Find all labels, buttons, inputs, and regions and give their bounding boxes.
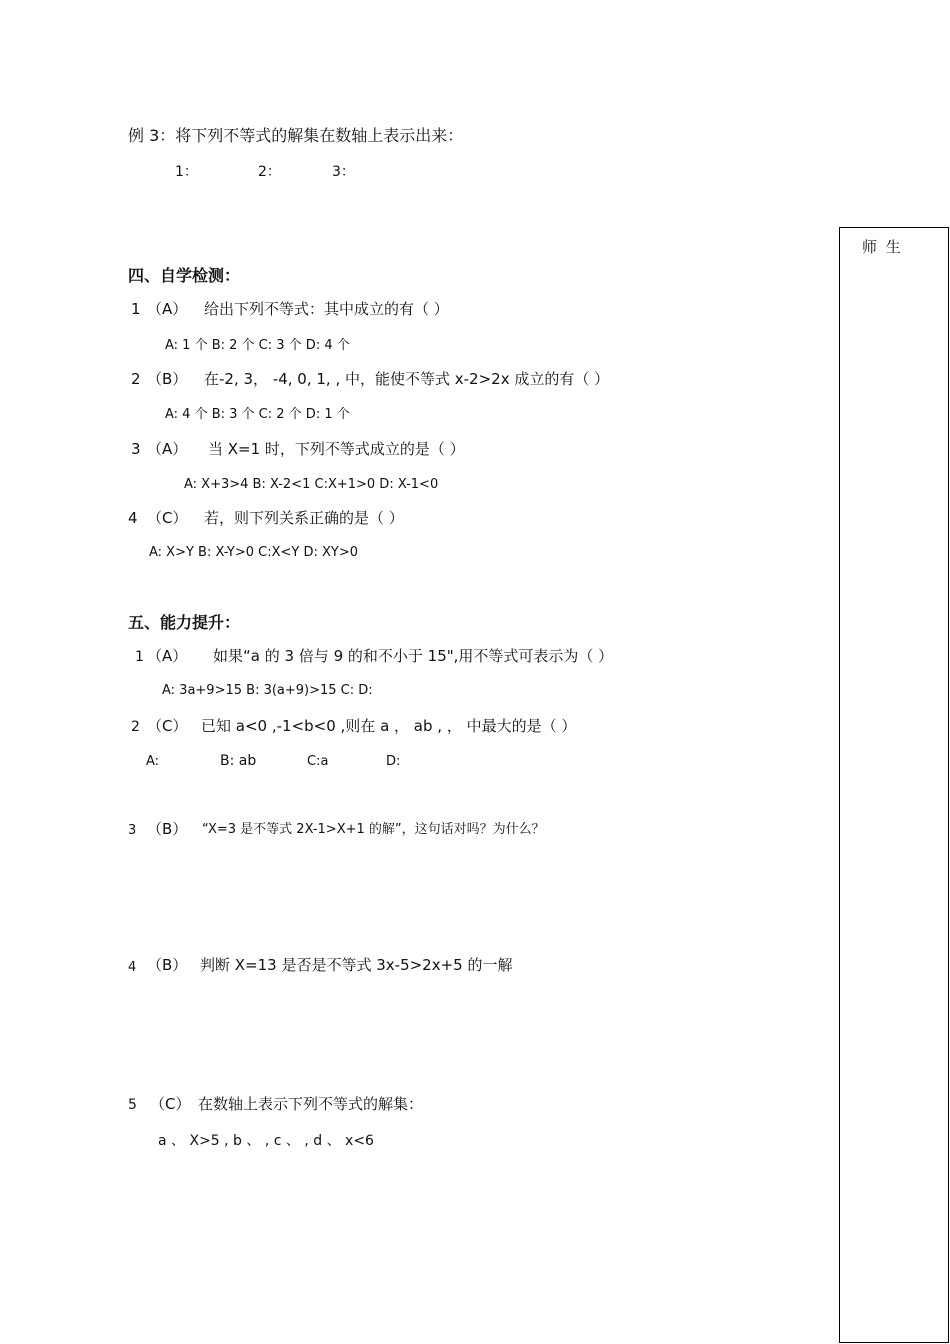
s5-q2-option-b: B: ab xyxy=(220,753,257,769)
s5-q3-number: 3 xyxy=(128,823,137,838)
s5-q4-text: 判断 X=13 是否是不等式 3x-5>2x+5 的一解 xyxy=(200,956,513,974)
s5-q5-number: 5 xyxy=(128,1097,137,1113)
s5-q3-text: “X=3 是不等式 2X-1>X+1 的解”，这句话对吗？为什么？ xyxy=(202,822,545,837)
s4-q1-options: A: 1 个 B: 2 个 C: 3 个 D: 4 个 xyxy=(165,338,350,353)
s5-q2-text: 已知 a<0 ,-1<b<0 ,则在 a ， ab , ， 中最大的是（ ） xyxy=(201,717,577,735)
side-box-label: 师 生 xyxy=(862,238,903,256)
s5-q1-number: 1 xyxy=(135,649,144,665)
s4-q3-options: A: X+3>4 B: X-2<1 C:X+1>0 D: X-1<0 xyxy=(184,477,439,492)
s5-q4-number: 4 xyxy=(128,960,137,975)
s5-q5-options: a 、 X>5 , b 、 , c 、 , d 、 x<6 xyxy=(158,1133,374,1149)
s4-q3-text: 当 X=1 时，下列不等式成立的是（ ） xyxy=(208,440,465,458)
s4-q2-level: （B） xyxy=(147,370,188,388)
s4-q3-level: （A） xyxy=(147,440,188,458)
teacher-student-notes-box xyxy=(839,227,949,1343)
example-3-item-2: 2： xyxy=(258,164,281,180)
s4-q4-level: （C） xyxy=(147,509,188,527)
s5-q1-level: （A） xyxy=(147,647,188,665)
example-3-item-3: 3： xyxy=(332,164,355,180)
s4-q1-number: 1 xyxy=(131,300,141,318)
s5-q1-options: A: 3a+9>15 B: 3(a+9)>15 C: D: xyxy=(162,683,373,698)
s5-q2-level: （C） xyxy=(147,717,188,735)
section-4-title: 四、自学检测： xyxy=(128,266,241,285)
s5-q2-option-d: D: xyxy=(386,754,401,769)
example-3-item-1: 1： xyxy=(175,164,198,180)
s4-q2-options: A: 4 个 B: 3 个 C: 2 个 D: 1 个 xyxy=(165,407,350,422)
s4-q2-text: 在-2, 3， -4, 0, 1, , 中，能使不等式 x-2>2x 成立的有（ ） xyxy=(204,370,610,388)
s5-q2-number: 2 xyxy=(131,719,140,735)
s5-q4-level: （B） xyxy=(147,956,188,974)
s5-q5-level: （C） xyxy=(150,1095,191,1113)
s4-q4-number: 4 xyxy=(128,509,138,527)
s5-q2-option-c: C:a xyxy=(307,754,329,769)
example-3-title: 例 3：将下列不等式的解集在数轴上表示出来： xyxy=(128,126,464,145)
s5-q2-option-a: A: xyxy=(146,754,160,769)
s5-q1-text: 如果“a 的 3 倍与 9 的和不小于 15",用不等式可表示为（ ） xyxy=(213,647,614,665)
s4-q1-text: 给出下列不等式：其中成立的有（ ） xyxy=(204,300,449,318)
s4-q4-options: A: X>Y B: X-Y>0 C:X<Y D: XY>0 xyxy=(149,545,358,560)
s5-q5-text: 在数轴上表示下列不等式的解集： xyxy=(198,1095,424,1113)
s4-q3-number: 3 xyxy=(131,440,141,458)
s4-q4-text: 若，则下列关系正确的是（ ） xyxy=(204,509,404,527)
s5-q3-level: （B） xyxy=(147,820,188,838)
section-5-title: 五、能力提升： xyxy=(128,613,241,632)
s4-q2-number: 2 xyxy=(131,370,141,388)
s4-q1-level: （A） xyxy=(147,300,188,318)
